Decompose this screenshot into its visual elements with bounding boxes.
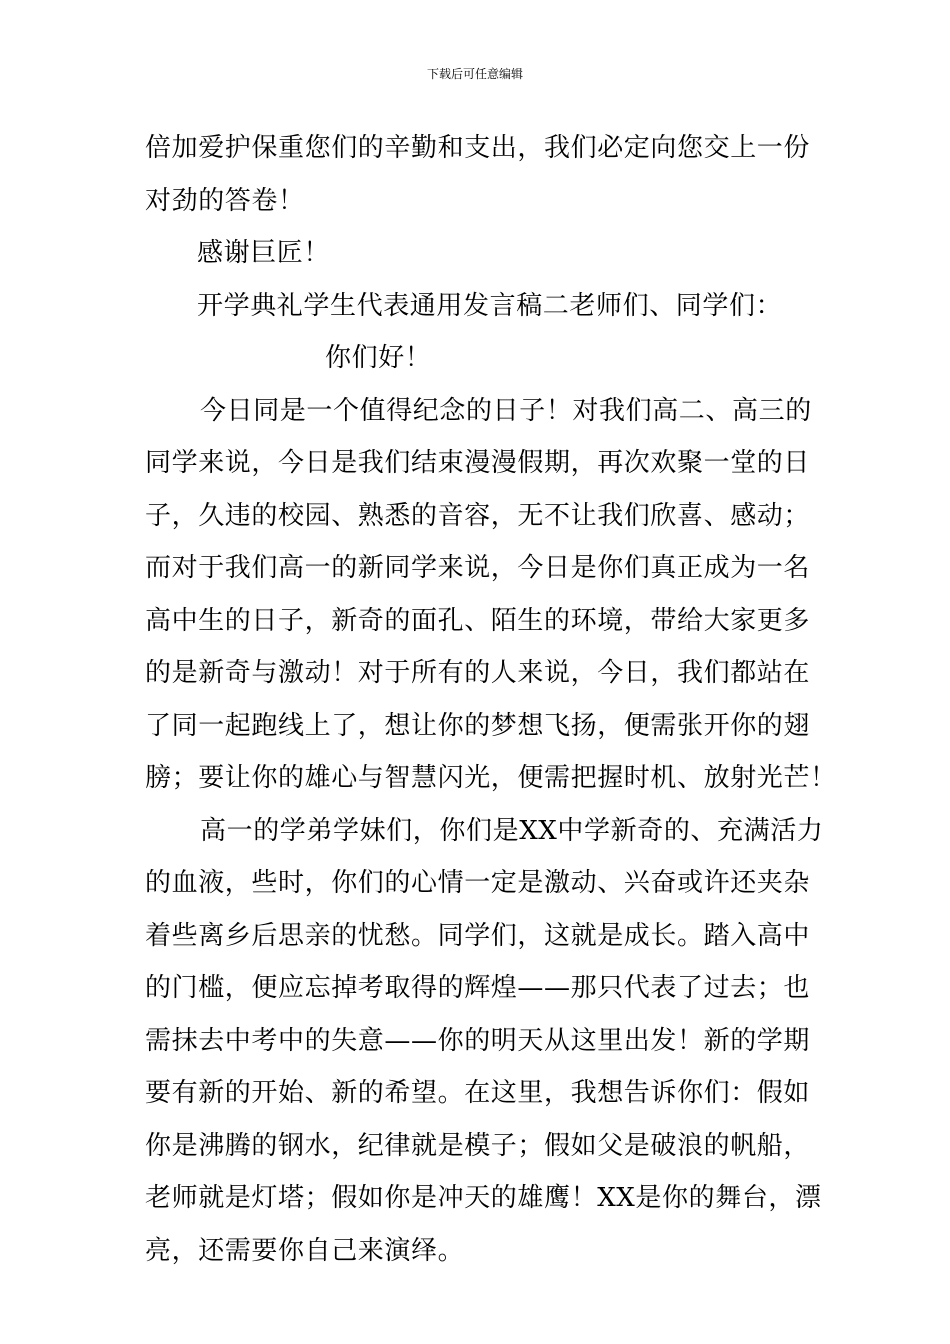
- text-line: 老师就是灯塔；假如你是冲天的雄鹰！XX是你的舞台，漂: [145, 1183, 822, 1213]
- text-line: 要有新的开始、新的希望。在这里，我想告诉你们：假如: [145, 1078, 811, 1108]
- text-line: 膀；要让你的雄心与智慧闪光，便需把握时机、放射光芒！: [145, 763, 837, 793]
- text-line: 的是新奇与激动！对于所有的人来说，今日，我们都站在: [145, 658, 811, 688]
- page-header-note: 下载后可任意编辑: [426, 67, 523, 81]
- text-line: 着些离乡后思亲的忧愁。同学们，这就是成长。踏入高中: [145, 920, 811, 951]
- text-line: 同学来说，今日是我们结束漫漫假期，再次欢聚一堂的日: [145, 448, 811, 478]
- speech-title: 开学典礼学生代表通用发言稿二老师们、同学们：: [197, 290, 783, 321]
- text-line: 的血液，些时，你们的心情一定是激动、兴奋或许还夹杂: [145, 868, 811, 898]
- greeting: 你们好！: [325, 343, 432, 373]
- text-line: 亮，还需要你自己来演绎。: [145, 1235, 465, 1266]
- text-line: 倍加爱护保重您们的辛勤和支出，我们必定向您交上一份: [145, 133, 811, 163]
- paragraph-start: 高一的学弟学妹们，你们是XX中学新奇的、充满活力: [200, 815, 824, 846]
- paragraph-start: 今日同是一个值得纪念的日子！对我们高二、高三的: [200, 395, 812, 426]
- text-line: 而对于我们高一的新同学来说，今日是你们真正成为一名: [145, 553, 811, 583]
- text-line: 你是沸腾的钢水，纪律就是模子；假如父是破浪的帆船，: [145, 1130, 811, 1161]
- text-line: 需抹去中考中的失意——你的明天从这里出发！新的学期: [145, 1025, 811, 1056]
- text-line: 了同一起跑线上了，想让你的梦想飞扬，便需张开你的翅: [145, 710, 811, 741]
- text-line: 对劲的答卷！: [145, 185, 305, 216]
- text-line: 高中生的日子，新奇的面孔、陌生的环境，带给大家更多: [145, 605, 811, 636]
- document-body: [145, 122, 837, 1277]
- text-line: 的门槛，便应忘掉考取得的辉煌——那只代表了过去；也: [145, 973, 811, 1003]
- text-line: 子，久违的校园、熟悉的音容，无不让我们欣喜、感动；: [145, 500, 811, 531]
- text-line-thanks: 感谢巨匠！: [197, 238, 331, 268]
